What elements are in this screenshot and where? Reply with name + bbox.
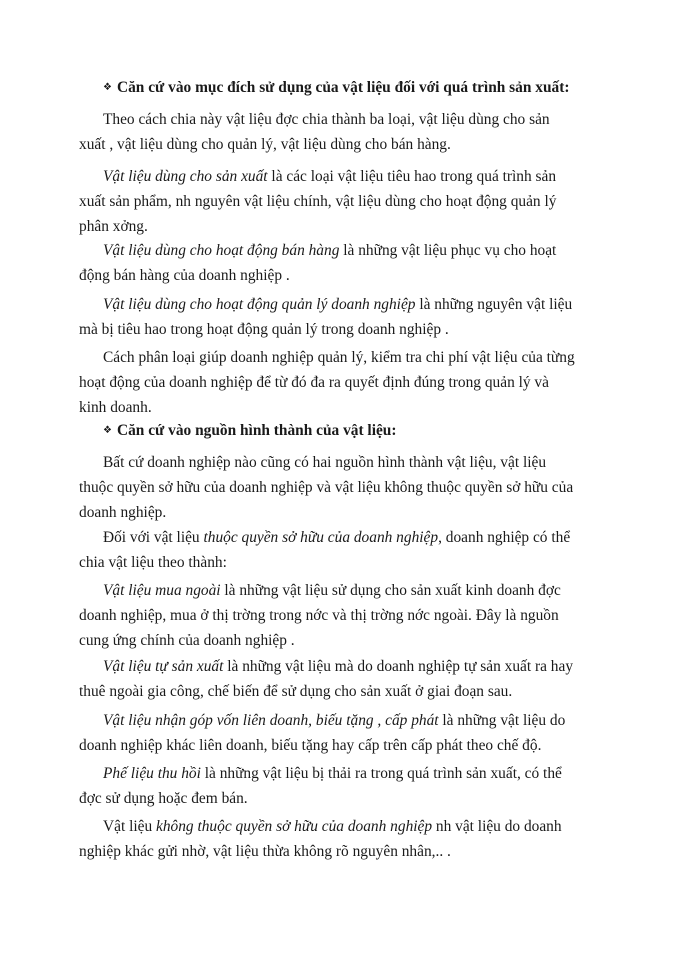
- italic-term: thuộc quyền sở hữu của doanh nghiệp: [203, 529, 439, 546]
- paragraph-owned-materials: [79, 525, 617, 575]
- heading-text: Căn cứ vào nguồn hình thành của vật liệu:: [117, 422, 397, 439]
- text-line: kinh doanh.: [79, 399, 152, 416]
- text-line: nghiệp khác gửi nhờ, vật liệu thừa không rõ nguyên nhân,.. .: [79, 843, 451, 860]
- paragraph-non-owned-materials: [79, 814, 617, 864]
- text-run: , doanh nghiệp có thể: [438, 529, 571, 546]
- text-run: là những nguyên vật liệu: [415, 296, 573, 313]
- section-heading-purpose: [103, 75, 569, 100]
- text-line: [103, 814, 617, 839]
- paragraph-recovered-scrap: [79, 761, 617, 811]
- text-line: doanh nghiệp khác liên doanh, biếu tặng hay cấp trên cấp phát theo chế độ.: [79, 737, 542, 754]
- text-line: hoạt động của doanh nghiệp để từ đó đa ra quyết định đúng trong quản lý và: [79, 374, 549, 391]
- text-run: là những vật liệu mà do doanh nghiệp tự sản xuất ra hay: [223, 658, 574, 675]
- text-line: Theo cách chia này vật liệu đợc chia thành ba loại, vật liệu dùng cho sản: [103, 111, 550, 128]
- italic-term: Vật liệu dùng cho sản xuất: [103, 168, 268, 185]
- paragraph-classification-purpose: [79, 345, 617, 420]
- text-line: cung ứng chính của doanh nghiệp .: [79, 632, 295, 649]
- text-run: là những vật liệu do: [438, 712, 566, 729]
- italic-term: Phế liệu thu hồi: [103, 765, 201, 782]
- italic-term: Vật liệu dùng cho hoạt động bán hàng: [103, 242, 340, 259]
- paragraph-self-produced-materials: [79, 654, 617, 704]
- text-line: xuất sản phẩm, nh nguyên vật liệu chính, vật liệu dùng cho hoạt động quản lý: [79, 193, 557, 210]
- text-run: Vật liệu: [103, 818, 156, 835]
- text-line: phân xởng.: [79, 218, 148, 235]
- text-line: động bán hàng của doanh nghiệp .: [79, 267, 290, 284]
- text-line: Bất cứ doanh nghiệp nào cũng có hai nguồn hình thành vật liệu, vật liệu: [103, 454, 547, 471]
- paragraph-management-materials: [79, 292, 617, 342]
- paragraph-classification: [79, 107, 617, 157]
- text-run: Đối với vật liệu: [103, 529, 204, 546]
- italic-term: không thuộc quyền sở hữu của doanh nghiệp: [156, 818, 433, 835]
- italic-term: Vật liệu mua ngoài: [103, 582, 221, 599]
- text-line: [103, 761, 617, 786]
- text-line: [103, 578, 617, 603]
- text-line: thuộc quyền sở hữu của doanh nghiệp và vật liệu không thuộc quyền sở hữu của: [79, 479, 574, 496]
- paragraph-production-materials: [79, 164, 617, 239]
- text-line: thuê ngoài gia công, chế biến để sử dụng cho sản xuất ở giai đoạn sau.: [79, 683, 513, 700]
- paragraph-two-sources: [79, 450, 617, 525]
- text-run: là những vật liệu bị thải ra trong quá trình sản xuất, có thể: [200, 765, 562, 782]
- paragraph-sales-materials: [79, 238, 617, 288]
- text-line: chia vật liệu theo thành:: [79, 554, 227, 571]
- text-line: xuất , vật liệu dùng cho quản lý, vật liệu dùng cho bán hàng.: [79, 136, 451, 153]
- text-run: là các loại vật liệu tiêu hao trong quá trình sản: [267, 168, 557, 185]
- text-run: là những vật liệu phục vụ cho hoạt: [339, 242, 557, 259]
- text-line: doanh nghiệp.: [79, 504, 167, 521]
- italic-term: Vật liệu dùng cho hoạt động quản lý doanh nghiệp: [103, 296, 416, 313]
- text-line: [103, 164, 617, 189]
- text-line: [103, 654, 617, 679]
- diamond-bullet-icon: ❖: [103, 82, 112, 93]
- text-line: [103, 708, 617, 733]
- text-run: là những vật liệu sử dụng cho sản xuất kinh doanh đợc: [220, 582, 561, 599]
- text-line: mà bị tiêu hao trong hoạt động quản lý trong doanh nghiệp .: [79, 321, 449, 338]
- text-line: [103, 238, 617, 263]
- italic-term: Vật liệu tự sản xuất: [103, 658, 224, 675]
- text-line: [103, 292, 617, 317]
- section-heading-source: [103, 418, 397, 443]
- paragraph-contributed-materials: [79, 708, 617, 758]
- heading-text: Căn cứ vào mục đích sử dụng của vật liệu đối với quá trình sản xuất:: [117, 79, 570, 96]
- diamond-bullet-icon: ❖: [103, 425, 112, 436]
- paragraph-purchased-materials: [79, 578, 617, 653]
- text-line: Cách phân loại giúp doanh nghiệp quản lý, kiểm tra chi phí vật liệu của từng: [103, 349, 575, 366]
- text-line: doanh nghiệp, mua ở thị trờng trong nớc và thị trờng nớc ngoài. Đây là nguồn: [79, 607, 559, 624]
- text-line: [103, 525, 617, 550]
- text-run: nh vật liệu do doanh: [432, 818, 562, 835]
- italic-term: Vật liệu nhận góp vốn liên doanh, biếu tặng , cấp phát: [103, 712, 439, 729]
- text-line: đợc sử dụng hoặc đem bán.: [79, 790, 248, 807]
